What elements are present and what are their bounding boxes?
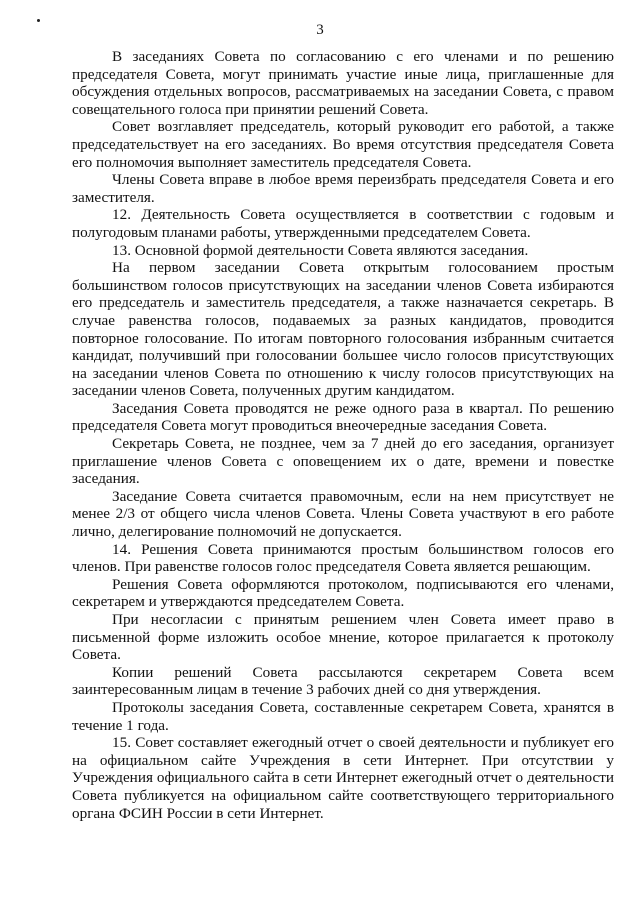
paragraph: Секретарь Совета, не позднее, чем за 7 дней до его заседания, организует приглашение членов Совета с оповещением их о дате, времени и повестке заседания. [72,435,614,488]
paragraph: В заседаниях Совета по согласованию с его членами и по решению председателя Совета, могут принимать участие иные лица, приглашенные для обсуждения отдельных вопросов, рассматриваемых на заседании Совета, с правом совещательного голоса при принятии решений Совета. [72,48,614,118]
document-body [72,48,614,822]
paragraph: 14. Решения Совета принимаются простым большинством голосов его членов. При равенстве голосов голос председателя Совета является решающим. [72,540,614,576]
paragraph: Совет возглавляет председатель, который руководит его работой, а также председательствует на его заседаниях. Во время отсутствия председателя Совета его полномочия выполняет заместитель председателя Совета. [72,118,614,171]
paragraph: 15. Совет составляет ежегодный отчет о своей деятельности и публикует его на официальном сайте Учреждения в сети Интернет. При отсутствии у Учреждения официального сайта в сети Интернет ежегодный отчет о деятельности Совета публикуется на официальном сайте соответствующего территориального органа ФСИН России в сети Интернет. [72,734,614,822]
page-number: 3 [316,22,324,38]
paragraph: Протоколы заседания Совета, составленные секретарем Совета, хранятся в течение 1 года. [72,698,614,734]
paragraph: На первом заседании Совета открытым голосованием простым большинством голосов присутствующих на заседании членов Совета избираются его председатель и заместитель председателя, а также назначается секретарь. В случае равенства голосов, подаваемых за разных кандидатов, проводится повторное голосование. По итогам повторного голосования избранным считается кандидат, получивший при голосовании большее число голосов присутствующих на заседании членов Совета по отношению к числу голосов присутствующих на заседании членов Совета, полученных другим кандидатом. [72,259,614,400]
paragraph: 12. Деятельность Совета осуществляется в соответствии с годовым и полугодовым планами работы, утвержденными председателем Совета. [72,206,614,241]
paragraph: Копии решений Совета рассылаются секретарем Совета всем заинтересованным лицам в течение 3 рабочих дней со дня утверждения. [72,663,614,699]
paragraph: Решения Совета оформляются протоколом, подписываются его членами, секретарем и утверждаются председателем Совета. [72,575,614,611]
paragraph: 13. Основной формой деятельности Совета являются заседания. [112,241,529,259]
paragraph: При несогласии с принятым решением член Совета имеет право в письменной форме изложить особое мнение, которое прилагается к протоколу Совета. [72,611,614,664]
paragraph: Заседание Совета считается правомочным, если на нем присутствует не менее 2/3 от общего числа членов Совета. Члены Совета участвуют в его работе лично, делегирование полномочий не допускается. [72,487,614,541]
paragraph: Члены Совета вправе в любое время переизбрать председателя Совета и его заместителя. [72,171,614,206]
paragraph: Заседания Совета проводятся не реже одного раза в квартал. По решению председателя Совета могут проводиться внеочередные заседания Совета. [72,399,614,435]
